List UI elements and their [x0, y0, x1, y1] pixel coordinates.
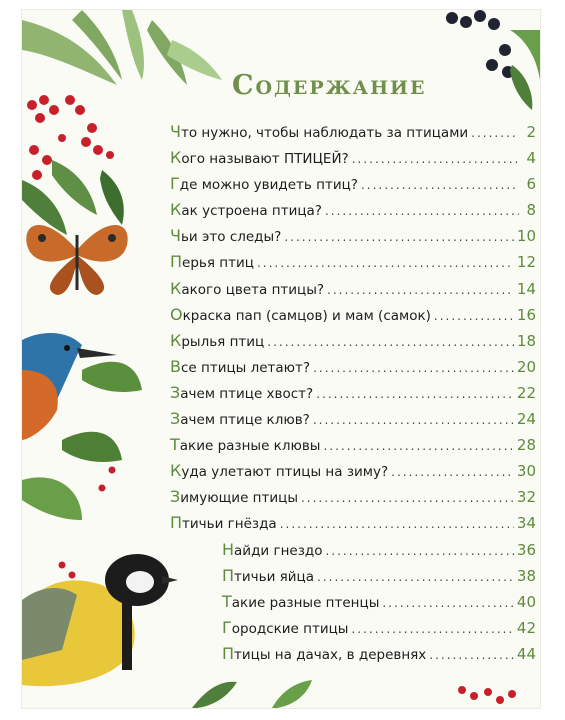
entry-page-number: 16: [516, 305, 536, 324]
dot-leader: [313, 413, 514, 427]
entry-initial: Ч: [170, 226, 181, 246]
dot-leader: [317, 570, 514, 584]
leaves-bottom: [192, 680, 312, 708]
dot-leader: [267, 335, 514, 349]
dot-leader: [284, 230, 514, 244]
entry-page-number: 2: [526, 123, 536, 141]
entry-title: айди гнездо: [234, 542, 323, 559]
entry-page-number: 18: [516, 331, 536, 350]
dot-leader: [325, 544, 513, 558]
page-title: Содержание: [232, 70, 427, 101]
entry-page-number: 30: [516, 462, 536, 481]
entry-page-number: 24: [516, 410, 536, 429]
dot-leader: [434, 309, 514, 323]
blackberries-top-right: [446, 10, 514, 78]
entry-initial: К: [170, 278, 182, 298]
entry-initial: О: [170, 304, 183, 324]
toc-entry[interactable]: [170, 148, 536, 174]
entry-title: краска пап (самцов) и мам (самок): [182, 307, 431, 324]
entry-initial: Ч: [170, 122, 181, 141]
entry-page-number: 22: [516, 383, 536, 402]
dot-leader: [313, 361, 514, 375]
entry-title: тицы на дачах, в деревнях: [234, 646, 427, 663]
entry-initial: Т: [222, 591, 232, 611]
entry-initial: П: [222, 565, 235, 585]
toc-entry[interactable]: [170, 305, 536, 331]
toc-subentry[interactable]: [170, 592, 536, 618]
entry-title: тичьи гнёзда: [182, 516, 277, 533]
entry-title: ачем птице клюв?: [180, 412, 310, 429]
entry-title: ак устроена птица?: [181, 203, 322, 220]
toc-entry[interactable]: [170, 331, 536, 357]
entry-page-number: 36: [516, 540, 536, 559]
entry-page-number: 10: [516, 227, 536, 246]
dot-leader: [280, 517, 514, 531]
entry-title: де можно увидеть птиц?: [179, 177, 358, 194]
entry-title: уда улетают птицы на зиму?: [181, 464, 389, 481]
dot-leader: [323, 439, 513, 453]
toc-entry[interactable]: [170, 226, 536, 252]
dot-leader: [257, 256, 514, 270]
entry-initial: Г: [222, 617, 232, 637]
toc-entry[interactable]: [170, 252, 536, 278]
leaves-top-right: [510, 30, 540, 110]
entry-page-number: 40: [516, 592, 536, 611]
dot-leader: [327, 283, 514, 297]
fern-leaves-top-left: [22, 10, 222, 85]
berries-bottom-right: [458, 686, 516, 704]
entry-initial: Г: [170, 174, 180, 194]
entry-page-number: 44: [516, 644, 536, 663]
dot-leader: [301, 491, 514, 505]
toc-entry[interactable]: [170, 487, 536, 513]
entry-page-number: 32: [516, 488, 536, 507]
toc-entry[interactable]: [170, 357, 536, 383]
toc-entry[interactable]: [170, 279, 536, 305]
entry-title: ьи это следы?: [180, 229, 282, 246]
entry-title: акого цвета птицы?: [181, 281, 325, 298]
entry-initial: П: [222, 643, 235, 663]
dot-leader: [361, 178, 519, 192]
toc-entry[interactable]: [170, 383, 536, 409]
dot-leader: [471, 126, 519, 140]
entry-page-number: 6: [526, 175, 536, 194]
entry-title: ого называют ПТИЦЕЙ?: [181, 151, 349, 168]
entry-initial: Н: [222, 539, 235, 559]
entry-title: акие разные птенцы: [231, 594, 380, 611]
entry-initial: К: [170, 330, 182, 350]
entry-initial: П: [170, 252, 183, 272]
entry-title: ерья птиц: [182, 255, 254, 272]
entry-title: рылья птиц: [181, 333, 265, 350]
entry-page-number: 20: [516, 357, 536, 376]
dot-leader: [325, 204, 519, 218]
small-berries: [59, 467, 116, 579]
entry-page-number: 8: [526, 201, 536, 220]
book-page: [22, 10, 540, 708]
entry-initial: З: [170, 382, 181, 402]
toc-subentry[interactable]: [170, 540, 536, 566]
entry-initial: К: [170, 200, 182, 220]
entry-initial: Т: [170, 435, 180, 455]
entry-initial: З: [170, 487, 181, 507]
toc-subentry[interactable]: [170, 644, 536, 670]
entry-title: ородские птицы: [231, 620, 349, 637]
dot-leader: [351, 622, 513, 636]
entry-page-number: 28: [516, 436, 536, 455]
entry-title: то нужно, чтобы наблюдать за птицами: [180, 125, 469, 141]
toc-subentry[interactable]: [170, 618, 536, 644]
toc-entry[interactable]: [170, 409, 536, 435]
toc-entry[interactable]: [170, 461, 536, 487]
butterfly: [26, 225, 127, 295]
toc-entry[interactable]: [170, 513, 536, 539]
entry-title: се птицы летают?: [180, 359, 311, 376]
toc-entry[interactable]: [170, 435, 536, 461]
entry-title: имующие птицы: [180, 490, 298, 507]
dot-leader: [316, 387, 514, 401]
toc-entry[interactable]: [170, 122, 536, 148]
entry-title: акие разные клювы: [179, 438, 321, 455]
toc-entry[interactable]: [170, 200, 536, 226]
dot-leader: [382, 596, 514, 610]
entry-page-number: 4: [526, 149, 536, 168]
toc-subentry[interactable]: [170, 566, 536, 592]
great-tit: [22, 554, 178, 686]
entry-initial: В: [170, 356, 181, 376]
dot-leader: [352, 152, 519, 166]
entry-page-number: 12: [516, 253, 536, 272]
entry-page-number: 34: [516, 514, 536, 533]
entry-page-number: 42: [516, 618, 536, 637]
entry-title: ачем птице хвост?: [180, 385, 314, 402]
rowan-berries: [27, 95, 114, 180]
dot-leader: [429, 648, 514, 662]
entry-initial: П: [170, 513, 183, 533]
entry-initial: З: [170, 409, 181, 429]
entry-title: тичьи яйца: [234, 568, 315, 585]
entry-initial: К: [170, 148, 182, 168]
dot-leader: [391, 465, 514, 479]
entry-page-number: 38: [516, 566, 536, 585]
entry-page-number: 14: [516, 279, 536, 298]
entry-initial: К: [170, 461, 182, 481]
table-of-contents: [170, 122, 536, 670]
toc-entry[interactable]: [170, 174, 536, 200]
